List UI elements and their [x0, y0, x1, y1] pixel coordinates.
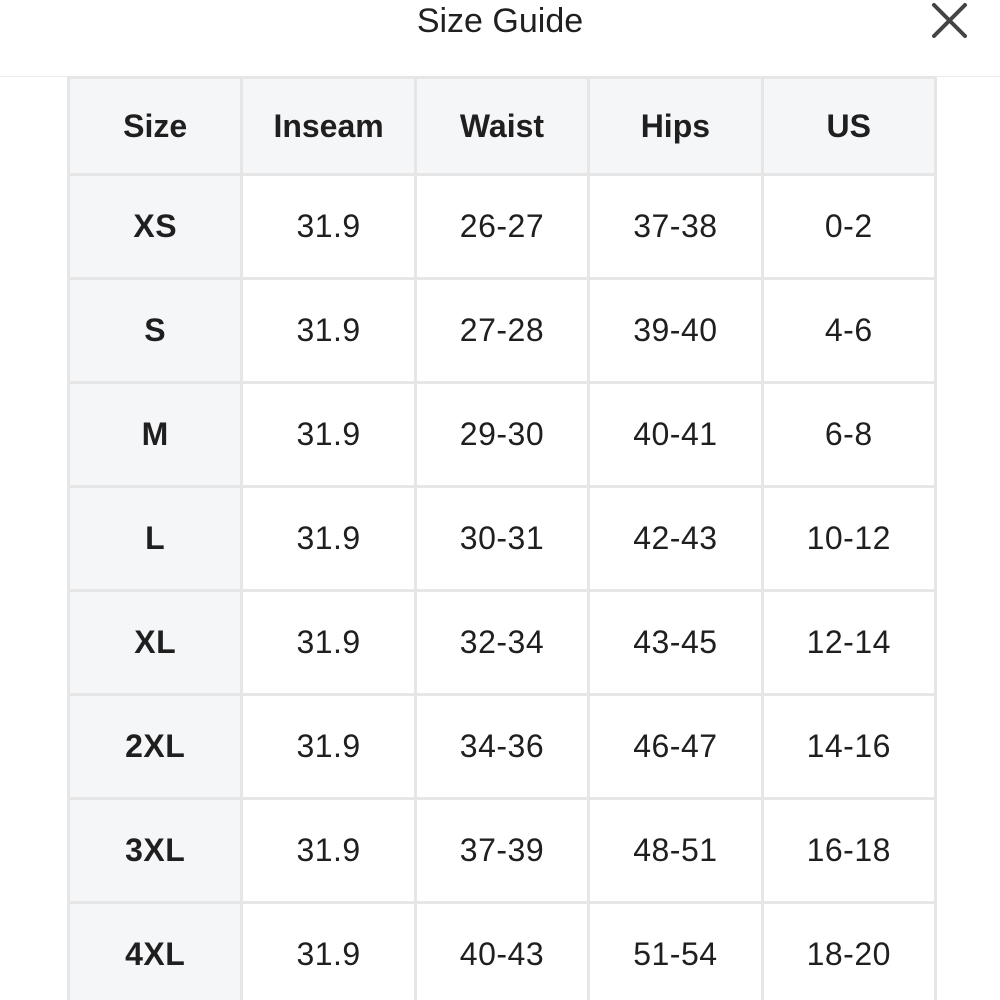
table-row	[69, 591, 936, 695]
table-row	[69, 799, 936, 903]
size-cell: 2XL	[69, 695, 242, 799]
inseam-cell: 31.9	[242, 903, 415, 1000]
hips-cell: 51-54	[589, 903, 762, 1000]
hips-cell: 39-40	[589, 279, 762, 383]
inseam-cell: 31.9	[242, 279, 415, 383]
waist-cell: 29-30	[415, 383, 588, 487]
inseam-cell: 31.9	[242, 383, 415, 487]
size-cell: L	[69, 487, 242, 591]
us-size-cell: 10-12	[762, 487, 935, 591]
waist-cell: 30-31	[415, 487, 588, 591]
size-cell: 3XL	[69, 799, 242, 903]
waist-cell: 40-43	[415, 903, 588, 1000]
hips-cell: 43-45	[589, 591, 762, 695]
waist-cell: 32-34	[415, 591, 588, 695]
inseam-cell: 31.9	[242, 591, 415, 695]
close-button[interactable]	[928, 0, 972, 42]
inseam-cell: 31.9	[242, 799, 415, 903]
column-header-inseam: Inseam	[242, 78, 415, 175]
table-row	[69, 487, 936, 591]
table-header-row	[69, 78, 936, 175]
inseam-cell: 31.9	[242, 695, 415, 799]
page-title: Size Guide	[416, 2, 584, 40]
us-size-cell: 0-2	[762, 175, 935, 279]
column-header-waist: Waist	[415, 78, 588, 175]
hips-cell: 37-38	[589, 175, 762, 279]
size-guide-header	[0, 0, 1000, 77]
table-row	[69, 383, 936, 487]
us-size-cell: 16-18	[762, 799, 935, 903]
column-header-size: Size	[69, 78, 242, 175]
size-cell: XL	[69, 591, 242, 695]
hips-cell: 42-43	[589, 487, 762, 591]
hips-cell: 48-51	[589, 799, 762, 903]
hips-cell: 46-47	[589, 695, 762, 799]
table-row	[69, 695, 936, 799]
us-size-cell: 18-20	[762, 903, 935, 1000]
close-icon	[928, 0, 972, 42]
inseam-cell: 31.9	[242, 175, 415, 279]
table-row	[69, 903, 936, 1000]
size-table	[67, 76, 937, 1000]
waist-cell: 27-28	[415, 279, 588, 383]
table-row	[69, 175, 936, 279]
waist-cell: 26-27	[415, 175, 588, 279]
size-table-container	[67, 76, 934, 1000]
hips-cell: 40-41	[589, 383, 762, 487]
size-cell: S	[69, 279, 242, 383]
us-size-cell: 12-14	[762, 591, 935, 695]
us-size-cell: 6-8	[762, 383, 935, 487]
size-cell: 4XL	[69, 903, 242, 1000]
column-header-hips: Hips	[589, 78, 762, 175]
waist-cell: 34-36	[415, 695, 588, 799]
size-cell: M	[69, 383, 242, 487]
us-size-cell: 4-6	[762, 279, 935, 383]
size-cell: XS	[69, 175, 242, 279]
inseam-cell: 31.9	[242, 487, 415, 591]
waist-cell: 37-39	[415, 799, 588, 903]
us-size-cell: 14-16	[762, 695, 935, 799]
column-header-us: US	[762, 78, 935, 175]
table-row	[69, 279, 936, 383]
